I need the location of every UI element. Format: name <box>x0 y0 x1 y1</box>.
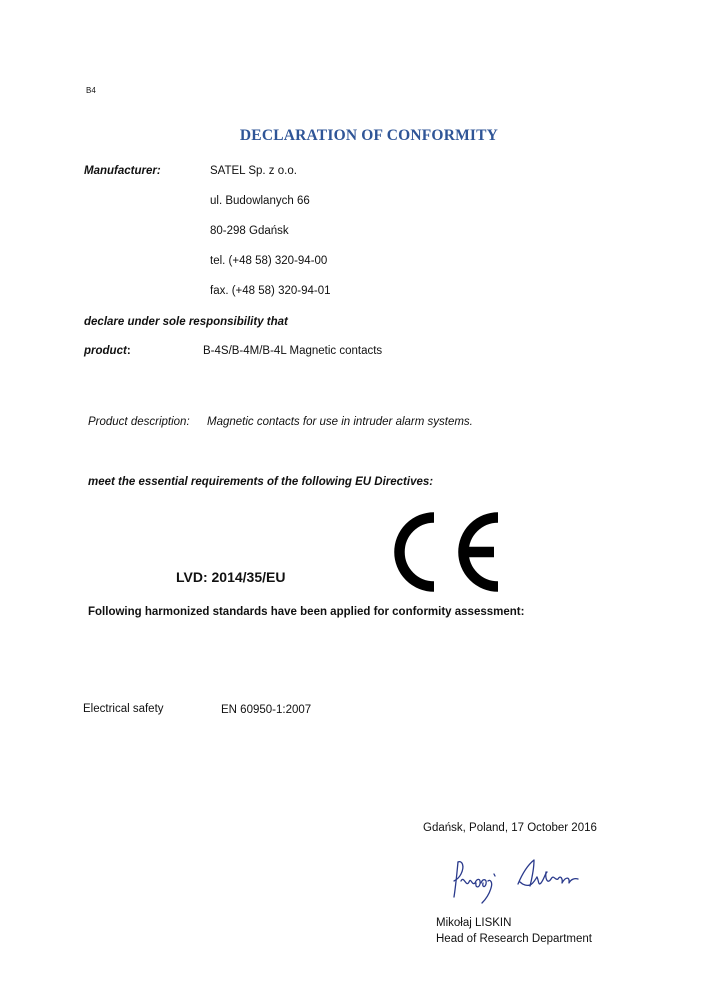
manufacturer-fax: fax. (+48 58) 320-94-01 <box>210 285 331 297</box>
signatory-position: Head of Research Department <box>436 933 592 945</box>
place-date: Gdańsk, Poland, 17 October 2016 <box>423 822 597 834</box>
manufacturer-label: Manufacturer: <box>84 165 161 177</box>
manufacturer-street: ul. Budowlanych 66 <box>210 195 310 207</box>
standard-area: Electrical safety <box>83 703 164 715</box>
ce-mark-icon <box>390 512 502 592</box>
description-label: Product description: <box>88 416 190 428</box>
product-value: B-4S/B-4M/B-4L Magnetic contacts <box>203 345 383 357</box>
directive-lvd: LVD: 2014/35/EU <box>176 569 286 585</box>
description-value: Magnetic contacts for use in intruder alarm systems. <box>207 416 473 428</box>
manufacturer-name: SATEL Sp. z o.o. <box>210 165 297 177</box>
signatory-name: Mikołaj LISKIN <box>436 917 512 929</box>
manufacturer-phone: tel. (+48 58) 320-94-00 <box>210 255 328 267</box>
directives-heading: meet the essential requirements of the following EU Directives: <box>88 476 434 488</box>
standards-heading: Following harmonized standards have been applied for conformity assessment: <box>88 606 525 618</box>
product-colon: : <box>126 345 131 357</box>
product-label-group <box>84 345 131 357</box>
declaration-text: declare under sole responsibility that <box>84 316 288 328</box>
standard-code: EN 60950-1:2007 <box>221 704 312 716</box>
page-code: B4 <box>86 86 96 95</box>
product-label: product <box>84 345 127 357</box>
manufacturer-city: 80-298 Gdańsk <box>210 225 289 237</box>
document-title: DECLARATION OF CONFORMITY <box>239 127 499 144</box>
signature-image <box>448 850 598 906</box>
